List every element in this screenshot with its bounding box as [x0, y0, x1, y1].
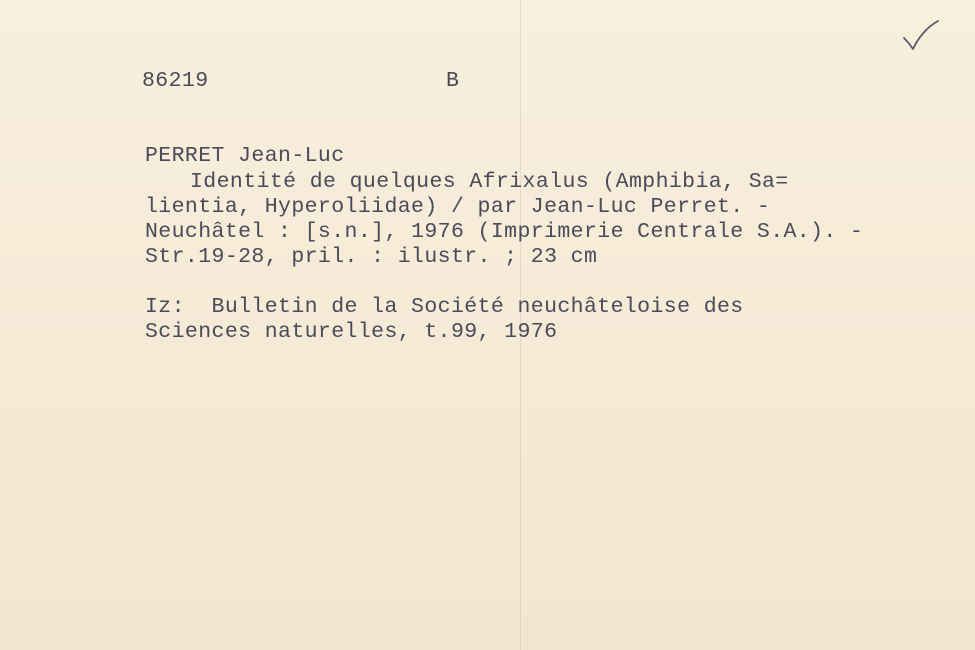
checkmark-icon — [900, 18, 942, 52]
author-heading: PERRET Jean-Luc — [145, 144, 345, 168]
accession-number: 86219 — [142, 69, 209, 93]
description-line-1: Identité de quelques Afrixalus (Amphibia, Sa= — [190, 170, 789, 194]
source-line-2: Sciences naturelles, t.99, 1976 — [145, 320, 558, 344]
shelf-mark: B — [446, 69, 460, 93]
description-line-3: Neuchâtel : [s.n.], 1976 (Imprimerie Centrale S.A.). - — [145, 220, 864, 244]
description-line-4: Str.19-28, pril. : ilustr. ; 23 cm — [145, 245, 598, 269]
source-line-1: Iz: Bulletin de la Société neuchâteloise des — [145, 295, 744, 319]
description-line-2: lientia, Hyperoliidae) / par Jean-Luc Perret. - — [145, 195, 771, 219]
